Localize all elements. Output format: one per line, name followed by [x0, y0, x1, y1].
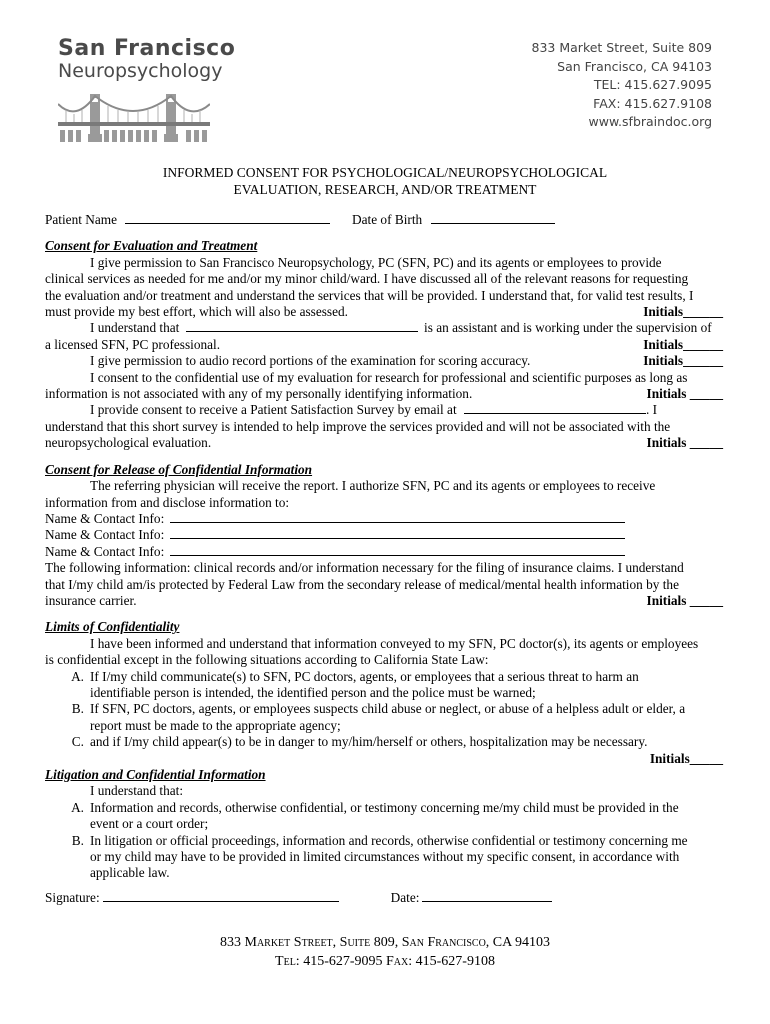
patient-name-label: Patient Name	[45, 212, 118, 227]
consent-text: the evaluation and/or treatment and understand the services that will be provided. I understand that, for valid test results, I	[45, 287, 694, 303]
logo-subtitle: Neuropsychology	[58, 60, 223, 82]
litigation-item-b	[45, 833, 723, 849]
initials-field[interactable]: Initials _____	[646, 386, 723, 402]
limits-item-a	[45, 669, 723, 685]
signature-field[interactable]	[103, 890, 339, 902]
consent-row	[45, 304, 723, 320]
consent-text: I give permission to San Francisco Neuropsychology, PC (SFN, PC) and its agents or employees to provide	[90, 254, 662, 270]
release-text: insurance carrier.	[45, 592, 137, 608]
initials-field[interactable]: Initials _____	[646, 435, 723, 451]
contact-label: Name & Contact Info:	[45, 543, 165, 559]
consent-row	[45, 386, 723, 402]
initials-field[interactable]: Initials______	[643, 304, 723, 320]
limits-text: If SFN, PC doctors, agents, or employees suspects child abuse or neglect, or abuse of a helpless adult or elder, a	[90, 701, 686, 717]
section-heading-limits: Limits of Confidentiality	[45, 619, 180, 635]
item-label: B.	[71, 832, 84, 848]
litigation-text: In litigation or official proceedings, information and records, otherwise confidential or testimony concerning me	[90, 832, 688, 848]
signature-row	[45, 890, 723, 906]
spacer	[45, 452, 723, 462]
footer	[0, 934, 770, 971]
section-heading-release: Consent for Release of Confidential Information	[45, 461, 313, 477]
limits-item-c	[45, 734, 723, 750]
item-label: B.	[71, 701, 84, 717]
spacer	[45, 882, 723, 890]
consent-text: a licensed SFN, PC professional.	[45, 336, 221, 352]
assistant-row	[45, 320, 723, 336]
initials-field[interactable]: Initials_____	[649, 750, 723, 766]
contact-info-field[interactable]	[170, 544, 625, 556]
sfn-logo	[58, 36, 236, 144]
consent-text: must provide my best effort, which will also be assessed.	[45, 304, 348, 320]
initials-field[interactable]: Initials______	[643, 336, 723, 352]
limits-text: report must be made to the appropriate agency;	[90, 717, 341, 733]
litigation-text: Information and records, otherwise confidential, or testimony concerning me/my child must be provided in the	[90, 799, 679, 815]
initials-field[interactable]: Initials _____	[646, 592, 723, 608]
survey-email-field[interactable]	[464, 402, 646, 414]
address-web: www.sfbraindoc.org	[588, 114, 712, 130]
signature-date-field[interactable]	[422, 890, 552, 902]
release-text: information from and disclose information to:	[45, 494, 290, 510]
logo-title: San Francisco	[58, 36, 236, 61]
initials-field[interactable]: Initials______	[643, 353, 723, 369]
spacer	[45, 609, 723, 619]
form-content	[45, 212, 723, 906]
date-of-birth-label: Date of Birth	[352, 212, 423, 227]
litigation-item-a	[45, 800, 723, 816]
survey-row	[45, 402, 723, 418]
contact-info-field[interactable]	[170, 511, 625, 523]
assistant-name-field[interactable]	[186, 320, 418, 332]
litigation-text: applicable law.	[90, 865, 170, 881]
date-of-birth-field[interactable]	[431, 212, 555, 224]
footer-address: 833 Market Street, Suite 809, San Francisco, CA 94103	[220, 935, 550, 950]
item-label: C.	[71, 734, 84, 750]
release-text: that I/my child am/is protected by Federal Law from the secondary release of medical/mental health information by the	[45, 576, 679, 592]
contact-info-field[interactable]	[170, 527, 625, 539]
release-row	[45, 593, 723, 609]
limits-text: identifiable person is intended, the identified person and the police must be warned;	[90, 684, 536, 700]
form-title-line2: EVALUATION, RESEARCH, AND/OR TREATMENT	[233, 181, 537, 197]
limits-item-b	[45, 701, 723, 717]
spacer	[45, 228, 723, 238]
item-label: A.	[71, 799, 84, 815]
patient-name-field[interactable]	[125, 212, 330, 224]
limits-initials-row	[45, 751, 723, 767]
contact-row	[45, 511, 723, 527]
section-heading-litigation: Litigation and Confidential Information	[45, 767, 266, 782]
consent-row	[45, 337, 723, 353]
contact-label: Name & Contact Info:	[45, 527, 165, 543]
limits-text: and if I/my child appear(s) to be in danger to my/him/herself or others, hospitalization may be necessary.	[90, 734, 648, 750]
contact-label: Name & Contact Info:	[45, 510, 165, 526]
limits-text: I have been informed and understand that information conveyed to my SFN, PC doctor(s), its agents or employees	[90, 635, 699, 651]
address-street: 833 Market Street, Suite 809	[531, 40, 712, 55]
consent-text: I consent to the confidential use of my evaluation for research for professional and scientific purposes as long as	[90, 369, 688, 385]
section-heading-evaluation: Consent for Evaluation and Treatment	[45, 238, 258, 254]
patient-row	[45, 212, 723, 228]
form-title	[0, 165, 770, 198]
address-fax: FAX: 415.627.9108	[593, 95, 712, 111]
consent-row	[45, 353, 723, 369]
consent-text: I understand that	[90, 320, 180, 336]
address-city: San Francisco, CA 94103	[557, 58, 712, 74]
footer-phone: Tel: 415-627-9095 Fax: 415-627-9108	[275, 953, 495, 969]
bridge-icon	[58, 92, 210, 144]
signature-label: Signature:	[45, 889, 100, 905]
consent-text: I give permission to audio record portions of the examination for scoring accuracy.	[90, 353, 531, 369]
signature-date-label: Date:	[390, 889, 420, 905]
consent-text: information is not associated with any of my personally identifying information.	[45, 386, 473, 402]
limits-text: is confidential except in the following situations according to California State Law:	[45, 652, 489, 668]
litigation-text: or my child may have to be provided in limited circumstances without my specific consent, in accordance with	[90, 849, 680, 865]
consent-text: understand that this short survey is intended to help improve the services provided and will not be associated with the	[45, 418, 671, 434]
consent-text: is an assistant and is working under the supervision of	[424, 320, 712, 336]
limits-text: If I/my child communicate(s) to SFN, PC doctors, agents, or employees that a serious threat to harm an	[90, 668, 639, 684]
item-label: A.	[71, 668, 84, 684]
consent-row	[45, 435, 723, 451]
address-tel: TEL: 415.627.9095	[593, 77, 712, 93]
consent-text: . I	[646, 402, 658, 418]
litigation-text: event or a court order;	[90, 816, 209, 832]
release-text: The following information: clinical records and/or information necessary for the filing of insurance claims. I understand	[45, 560, 684, 576]
form-title-line1: INFORMED CONSENT FOR PSYCHOLOGICAL/NEUROPSYCHOLOGICAL	[162, 165, 608, 180]
consent-text: clinical services as needed for me and/or my minor child/ward. I have discussed all of the relevant reasons for requesting	[45, 271, 689, 287]
contact-row	[45, 544, 723, 560]
consent-text: neuropsychological evaluation.	[45, 435, 212, 451]
letterhead-address	[532, 39, 712, 132]
consent-text: I provide consent to receive a Patient Satisfaction Survey by email at	[90, 402, 457, 418]
contact-row	[45, 527, 723, 543]
release-text: The referring physician will receive the report. I authorize SFN, PC and its agents or employees to receive	[90, 478, 656, 494]
litigation-text: I understand that:	[90, 783, 184, 799]
